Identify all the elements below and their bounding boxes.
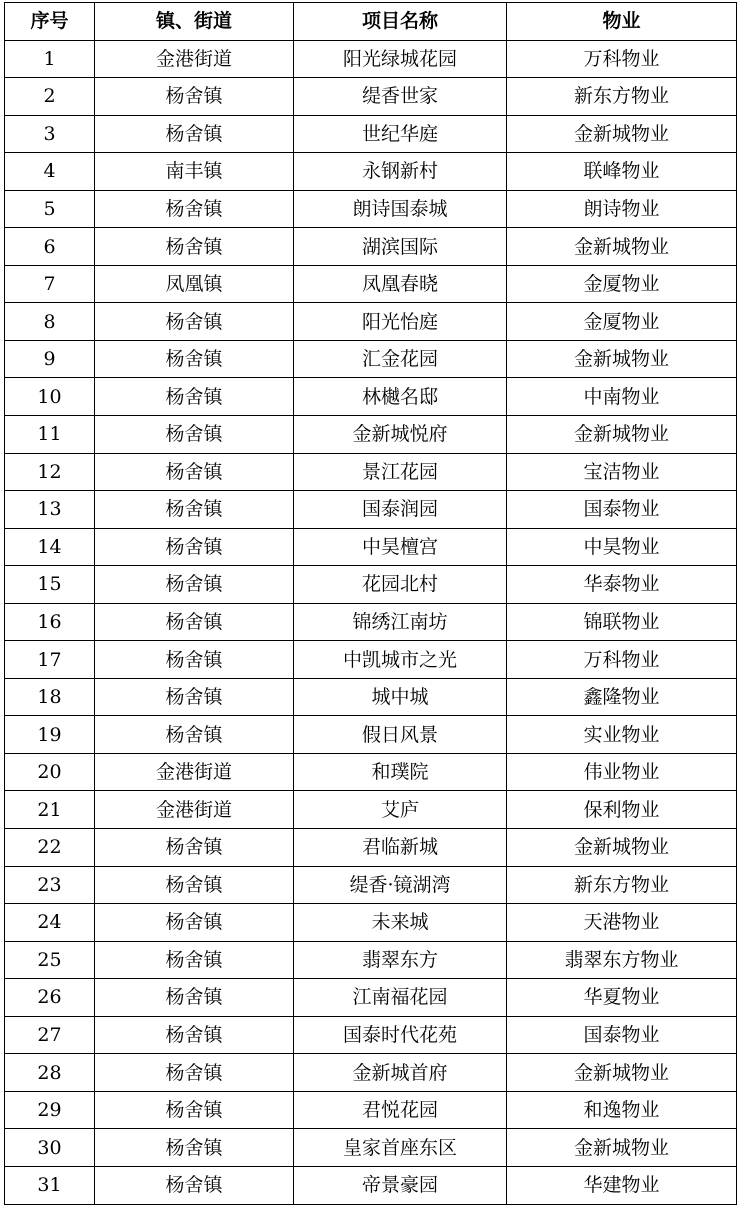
cell-property: 金厦物业 <box>507 265 737 303</box>
cell-index: 26 <box>5 979 95 1017</box>
cell-property: 中昊物业 <box>507 528 737 566</box>
table-row <box>5 1129 737 1167</box>
cell-project: 中昊檀宫 <box>294 528 507 566</box>
header-property: 物业 <box>507 3 737 41</box>
cell-property: 金新城物业 <box>507 228 737 266</box>
cell-property: 新东方物业 <box>507 78 737 116</box>
cell-town: 杨舍镇 <box>95 1166 294 1204</box>
cell-project: 江南福花园 <box>294 979 507 1017</box>
table-row <box>5 265 737 303</box>
cell-property: 鑫隆物业 <box>507 678 737 716</box>
cell-project: 帝景豪园 <box>294 1166 507 1204</box>
cell-town: 杨舍镇 <box>95 378 294 416</box>
cell-index: 20 <box>5 753 95 791</box>
table-row <box>5 904 737 942</box>
cell-project: 凤凰春晓 <box>294 265 507 303</box>
cell-town: 杨舍镇 <box>95 78 294 116</box>
table-row <box>5 979 737 1017</box>
cell-project: 朗诗国泰城 <box>294 190 507 228</box>
cell-project: 国泰润园 <box>294 491 507 529</box>
cell-project: 景江花园 <box>294 453 507 491</box>
cell-index: 10 <box>5 378 95 416</box>
cell-index: 25 <box>5 941 95 979</box>
cell-town: 杨舍镇 <box>95 678 294 716</box>
cell-town: 杨舍镇 <box>95 228 294 266</box>
table-row <box>5 303 737 341</box>
table-row <box>5 153 737 191</box>
table-row <box>5 603 737 641</box>
cell-index: 12 <box>5 453 95 491</box>
cell-property: 锦联物业 <box>507 603 737 641</box>
table-row <box>5 78 737 116</box>
cell-property: 金新城物业 <box>507 1129 737 1167</box>
table-row <box>5 566 737 604</box>
header-index: 序号 <box>5 3 95 41</box>
table-row <box>5 716 737 754</box>
table-row <box>5 190 737 228</box>
cell-town: 杨舍镇 <box>95 603 294 641</box>
cell-index: 5 <box>5 190 95 228</box>
cell-town: 杨舍镇 <box>95 1091 294 1129</box>
cell-project: 君临新城 <box>294 829 507 867</box>
cell-property: 伟业物业 <box>507 753 737 791</box>
cell-town: 杨舍镇 <box>95 416 294 454</box>
cell-property: 金新城物业 <box>507 340 737 378</box>
cell-property: 华建物业 <box>507 1166 737 1204</box>
cell-property: 朗诗物业 <box>507 190 737 228</box>
cell-index: 8 <box>5 303 95 341</box>
cell-town: 杨舍镇 <box>95 528 294 566</box>
cell-project: 汇金花园 <box>294 340 507 378</box>
table-row <box>5 115 737 153</box>
cell-index: 11 <box>5 416 95 454</box>
cell-project: 国泰时代花苑 <box>294 1016 507 1054</box>
table-row <box>5 1091 737 1129</box>
cell-town: 杨舍镇 <box>95 866 294 904</box>
cell-index: 2 <box>5 78 95 116</box>
cell-property: 金新城物业 <box>507 1054 737 1092</box>
cell-project: 君悦花园 <box>294 1091 507 1129</box>
cell-property: 华夏物业 <box>507 979 737 1017</box>
cell-property: 翡翠东方物业 <box>507 941 737 979</box>
cell-index: 18 <box>5 678 95 716</box>
cell-project: 城中城 <box>294 678 507 716</box>
cell-property: 天港物业 <box>507 904 737 942</box>
cell-town: 杨舍镇 <box>95 453 294 491</box>
table-row <box>5 528 737 566</box>
cell-index: 14 <box>5 528 95 566</box>
cell-town: 杨舍镇 <box>95 190 294 228</box>
cell-property: 实业物业 <box>507 716 737 754</box>
cell-index: 17 <box>5 641 95 679</box>
cell-project: 湖滨国际 <box>294 228 507 266</box>
cell-property: 国泰物业 <box>507 1016 737 1054</box>
cell-index: 16 <box>5 603 95 641</box>
table-row <box>5 453 737 491</box>
cell-town: 杨舍镇 <box>95 340 294 378</box>
cell-town: 南丰镇 <box>95 153 294 191</box>
table-row <box>5 1166 737 1204</box>
cell-index: 6 <box>5 228 95 266</box>
table-row <box>5 829 737 867</box>
cell-property: 新东方物业 <box>507 866 737 904</box>
cell-property: 金厦物业 <box>507 303 737 341</box>
cell-town: 凤凰镇 <box>95 265 294 303</box>
cell-project: 翡翠东方 <box>294 941 507 979</box>
cell-index: 9 <box>5 340 95 378</box>
cell-index: 4 <box>5 153 95 191</box>
table-row <box>5 1016 737 1054</box>
cell-town: 杨舍镇 <box>95 1016 294 1054</box>
table-row <box>5 791 737 829</box>
table-row <box>5 491 737 529</box>
cell-property: 宝洁物业 <box>507 453 737 491</box>
property-table <box>4 2 737 1205</box>
cell-index: 7 <box>5 265 95 303</box>
cell-property: 和逸物业 <box>507 1091 737 1129</box>
cell-property: 金新城物业 <box>507 416 737 454</box>
cell-project: 皇家首座东区 <box>294 1129 507 1167</box>
cell-index: 29 <box>5 1091 95 1129</box>
cell-town: 金港街道 <box>95 40 294 78</box>
header-project: 项目名称 <box>294 3 507 41</box>
cell-property: 保利物业 <box>507 791 737 829</box>
table-row <box>5 941 737 979</box>
cell-index: 1 <box>5 40 95 78</box>
header-row <box>5 3 737 41</box>
cell-property: 万科物业 <box>507 641 737 679</box>
cell-project: 锦绣江南坊 <box>294 603 507 641</box>
cell-town: 杨舍镇 <box>95 491 294 529</box>
cell-project: 金新城首府 <box>294 1054 507 1092</box>
table-row <box>5 378 737 416</box>
cell-project: 阳光怡庭 <box>294 303 507 341</box>
table-row <box>5 753 737 791</box>
cell-project: 阳光绿城花园 <box>294 40 507 78</box>
cell-town: 杨舍镇 <box>95 115 294 153</box>
cell-index: 31 <box>5 1166 95 1204</box>
cell-town: 杨舍镇 <box>95 716 294 754</box>
cell-project: 缇香·镜湖湾 <box>294 866 507 904</box>
cell-town: 杨舍镇 <box>95 641 294 679</box>
cell-property: 金新城物业 <box>507 115 737 153</box>
cell-town: 杨舍镇 <box>95 979 294 1017</box>
cell-project: 中凯城市之光 <box>294 641 507 679</box>
cell-index: 24 <box>5 904 95 942</box>
cell-town: 杨舍镇 <box>95 303 294 341</box>
table-row <box>5 228 737 266</box>
cell-project: 金新城悦府 <box>294 416 507 454</box>
table-row <box>5 678 737 716</box>
cell-property: 国泰物业 <box>507 491 737 529</box>
cell-project: 永钢新村 <box>294 153 507 191</box>
cell-index: 27 <box>5 1016 95 1054</box>
header-town: 镇、街道 <box>95 3 294 41</box>
cell-index: 19 <box>5 716 95 754</box>
table-row <box>5 1054 737 1092</box>
cell-town: 金港街道 <box>95 753 294 791</box>
cell-project: 未来城 <box>294 904 507 942</box>
cell-index: 21 <box>5 791 95 829</box>
table-row <box>5 340 737 378</box>
cell-property: 联峰物业 <box>507 153 737 191</box>
table-row <box>5 641 737 679</box>
cell-town: 杨舍镇 <box>95 941 294 979</box>
cell-town: 杨舍镇 <box>95 904 294 942</box>
cell-project: 缇香世家 <box>294 78 507 116</box>
cell-property: 中南物业 <box>507 378 737 416</box>
cell-project: 和璞院 <box>294 753 507 791</box>
cell-project: 世纪华庭 <box>294 115 507 153</box>
table-row <box>5 416 737 454</box>
table-row <box>5 40 737 78</box>
cell-index: 15 <box>5 566 95 604</box>
cell-index: 13 <box>5 491 95 529</box>
cell-project: 假日风景 <box>294 716 507 754</box>
cell-index: 28 <box>5 1054 95 1092</box>
table-row <box>5 866 737 904</box>
cell-project: 林樾名邸 <box>294 378 507 416</box>
cell-town: 杨舍镇 <box>95 1054 294 1092</box>
cell-town: 杨舍镇 <box>95 829 294 867</box>
cell-town: 杨舍镇 <box>95 1129 294 1167</box>
cell-index: 3 <box>5 115 95 153</box>
table-body <box>5 40 737 1204</box>
cell-town: 杨舍镇 <box>95 566 294 604</box>
cell-town: 金港街道 <box>95 791 294 829</box>
cell-project: 花园北村 <box>294 566 507 604</box>
cell-property: 金新城物业 <box>507 829 737 867</box>
cell-index: 22 <box>5 829 95 867</box>
cell-property: 华泰物业 <box>507 566 737 604</box>
cell-index: 23 <box>5 866 95 904</box>
cell-project: 艾庐 <box>294 791 507 829</box>
cell-property: 万科物业 <box>507 40 737 78</box>
cell-index: 30 <box>5 1129 95 1167</box>
